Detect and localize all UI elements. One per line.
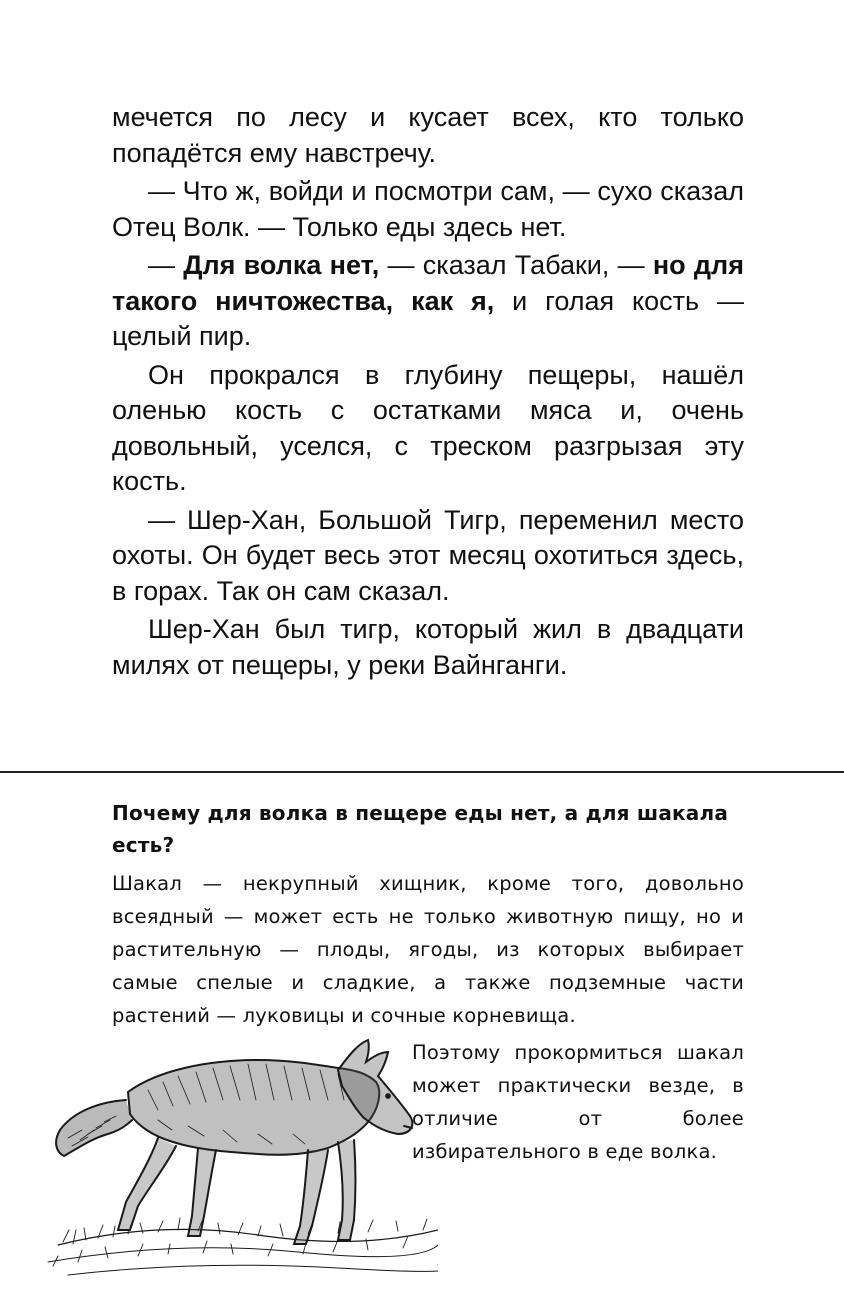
paragraph-4: Он прокрался в глубину пещеры, нашёл оленью кость с остатками мяса и, очень довольный, уселся, с треском разгрызая эту кость.: [112, 359, 744, 496]
paragraph-1: мечется по лесу и кусает всех, кто только попадётся ему навстречу.: [112, 102, 744, 168]
paragraph-6: Шер-Хан был тигр, который жил в двадцати милях от пещеры, у реки Вайнганги.: [112, 614, 744, 680]
note-question: Почему для волка в пещере еды нет, а для шакала есть?: [112, 801, 729, 857]
info-note: [112, 797, 744, 1163]
paragraph-2: — Что ж, войди и посмотри сам, — сухо сказал Отец Волк. — Только еды здесь нет.: [112, 176, 744, 242]
jackal-engraving-icon: [38, 1030, 438, 1280]
paragraph-3-bold-1: Для волка нет,: [183, 250, 380, 280]
paragraph-5: — Шер-Хан, Большой Тигр, переменил место охоты. Он будет весь этот месяц охотиться здесь, в горах. Так он сам сказал.: [112, 504, 744, 606]
note-answer-part-1: Шакал — некрупный хищник, кроме того, довольно всеядный — может есть не только животную пищу, но и растительную — плоды, ягоды, из которых выбирает самые спелые и сладкие, а также подземные части растений — луковицы и сочные корневища.: [112, 872, 744, 1027]
section-divider: [0, 771, 844, 773]
story-text: [112, 100, 744, 683]
paragraph-3-rest: и голая кость — целый пир.: [112, 285, 744, 351]
paragraph-3: [112, 248, 744, 355]
paragraph-3-dash: —: [148, 250, 184, 280]
paragraph-3-middle: — сказал Табаки, —: [379, 250, 653, 280]
note-answer-part-2: Поэтому прокормиться шакал может практически везде, в отличие от более избирательного в еде волка.: [412, 1041, 744, 1163]
paragraph-3-bold-2: но для такого ничтожества, как я,: [112, 250, 744, 316]
